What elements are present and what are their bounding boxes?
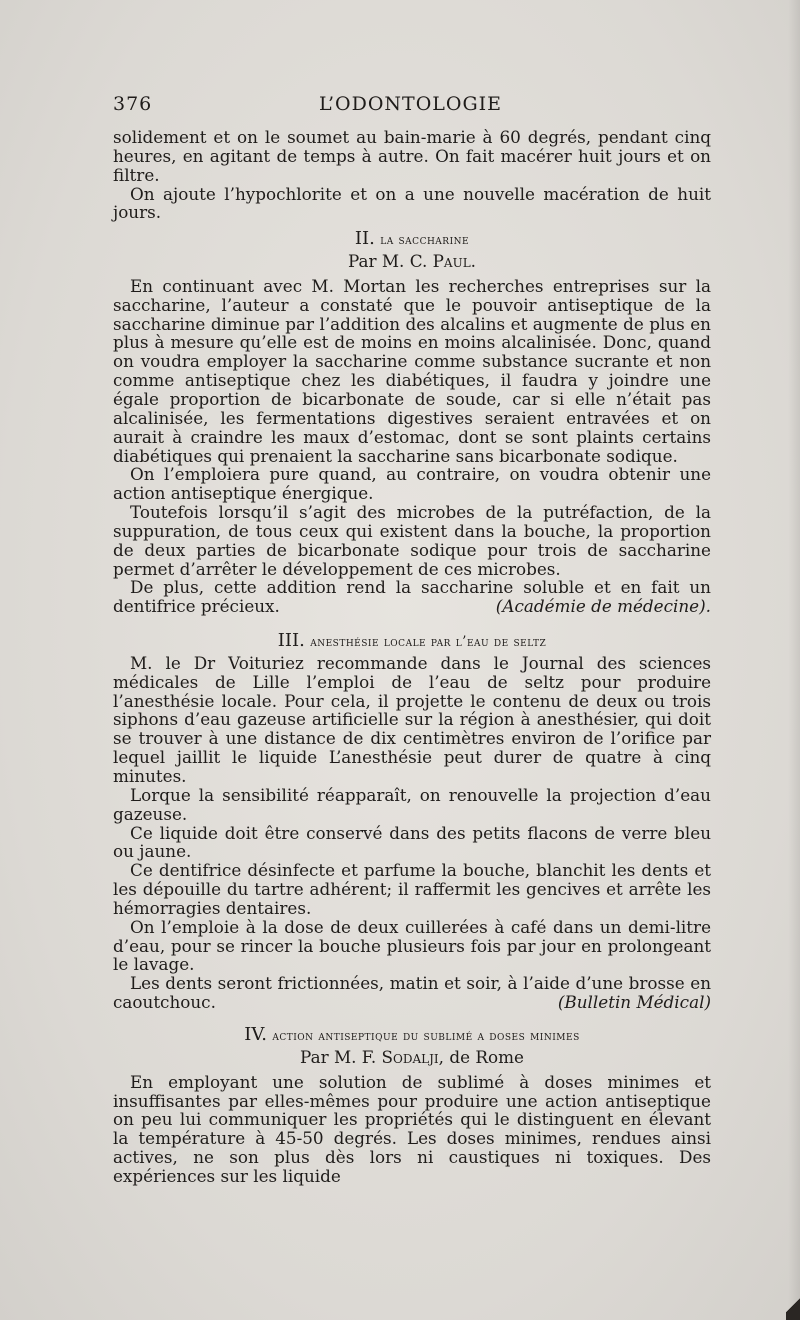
page-corner bbox=[786, 1290, 800, 1320]
section-heading-4 bbox=[113, 1023, 711, 1046]
paragraph: Ce liquide doit être conservé dans des petits flacons de verre bleu ou jaune. bbox=[113, 822, 711, 862]
paragraph: Ce dentifrice désinfecte et parfume la bouche, blanchit les dents et les dépouille du tartre adhérent; il raffermit les gencives et arrête les hémorragies dentaires. bbox=[113, 860, 711, 918]
section-heading-3 bbox=[113, 632, 711, 652]
byline-prefix: Par M. F. bbox=[300, 1046, 377, 1067]
paragraph: En continuant avec M. Mortan les recherches entreprises sur la saccharine, l’auteur a constaté que le pouvoir antiseptique de la saccharine diminue par l’addition des alcalins et augmente de plus en plus à mesure qu’elle est de moins en moins alcalinisée. Donc, quand on voudra employer la saccharine comme substance sucrante et non comme antiseptique chez les diabétiques, il faudra y joindre une égale proportion de bicarbonate de soude, car si elle n’était pas alcalinisée, les fermentations digestives seraient entravées et on aurait à craindre les maux d’estomac, dont se sont plaints certains diabétiques qui prenaient la saccharine sans bicarbonate sodique. bbox=[113, 275, 711, 466]
section-heading-2 bbox=[113, 230, 711, 250]
paragraph-text: Les dents seront frictionnées, matin et soir, à l’aide d’une brosse en caoutchouc. bbox=[113, 973, 711, 1013]
paragraph bbox=[113, 974, 711, 1012]
paragraph bbox=[113, 578, 711, 616]
section-number: III. bbox=[277, 630, 305, 652]
byline-suffix: , de Rome bbox=[438, 1046, 524, 1067]
paragraph: Toutefois lorsqu’il s’agit des microbes de la putréfaction, de la suppuration, de tous ceux qui existent dans la bouche, la proportion de deux parties de bicarbonate sodique pour trois de saccharine permet d’arrêter le développement de ces microbes. bbox=[113, 502, 711, 579]
paragraph: Lorque la sensibilité réapparaît, on renouvelle la projection d’eau gazeuse. bbox=[113, 784, 711, 824]
author-name: Sodalji bbox=[381, 1046, 439, 1067]
paragraph: On l’emploiera pure quand, au contraire, on voudra obtenir une action antiseptique énergique. bbox=[113, 464, 711, 504]
running-title: L’ODONTOLOGIE bbox=[318, 93, 503, 115]
section-title: action antiseptique du sublimé a doses minimes bbox=[272, 1027, 580, 1044]
section-title: anesthésie locale par l’eau de seltz bbox=[310, 634, 547, 651]
source-citation: (Bulletin Médical) bbox=[557, 992, 711, 1013]
section-title: la saccharine bbox=[380, 232, 470, 249]
continuation-paragraph-2: On ajoute l’hypochlorite et on a une nouvelle macération de huit jours. bbox=[113, 183, 711, 223]
section-number: IV. bbox=[244, 1023, 267, 1045]
paragraph: M. le Dr Voituriez recommande dans le Journal des sciences médicales de Lille l’emploi de l’eau de seltz pour produire l’anesthésie locale. Pour cela, il projette le contenu de deux ou trois siphons d’eau gazeuse artificielle sur la région à anesthésier, qui doit se trouver à une distance de dix centimètres environ de l’orifice par lequel jaillit le liquide L’anesthésie peut durer de quatre à cinq minutes. bbox=[113, 652, 711, 786]
author-name: Paul. bbox=[432, 251, 477, 272]
body-text bbox=[113, 128, 711, 1186]
section-byline bbox=[113, 252, 711, 271]
paragraph: On l’emploie à la dose de deux cuillerées à café dans un demi-litre d’eau, pour se rincer la bouche plusieurs fois par jour en prolongeant le lavage. bbox=[113, 916, 711, 975]
section-byline bbox=[113, 1048, 711, 1067]
page-number: 376 bbox=[113, 93, 153, 115]
page-edge-shadow bbox=[788, 0, 800, 1320]
byline-prefix: Par M. C. bbox=[347, 251, 428, 272]
continuation-paragraph: solidement et on le soumet au bain-marie à 60 degrés, pendant cinq heures, en agitant de temps à autre. On fait macérer huit jours et on filtre. bbox=[113, 127, 711, 185]
source-citation: (Académie de médecine). bbox=[495, 596, 711, 617]
paragraph-text: De plus, cette addition rend la saccharine soluble et en fait un dentifrice précieux. bbox=[113, 577, 711, 617]
paragraph: En employant une solution de sublimé à doses minimes et insuffisantes par elles-mêmes pour produire une action antiseptique on peu lui communiquer les propriétés qui le distinguent en élevant la température à 45-50 degrés. Les doses minimes, rendues ainsi actives, ne son plus dès lors ni caustiques ni toxiques. Des expériences sur les liquide bbox=[113, 1071, 711, 1186]
page-header bbox=[113, 93, 708, 121]
section-number: II. bbox=[354, 228, 375, 250]
